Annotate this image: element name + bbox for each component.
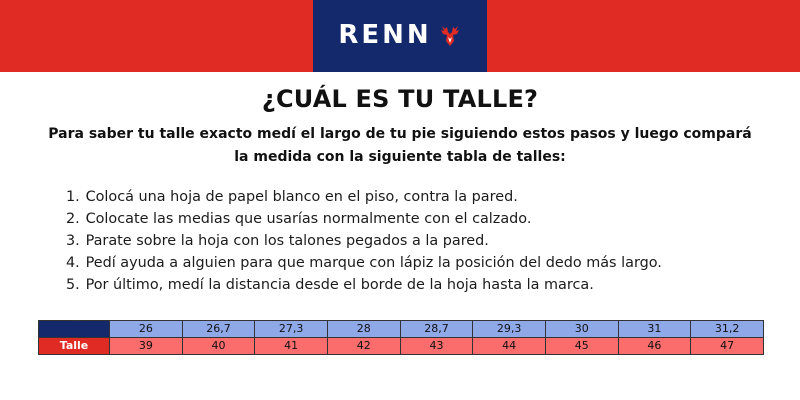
step-number: 2. bbox=[66, 211, 80, 227]
deer-head-icon bbox=[438, 25, 462, 47]
brand-logo bbox=[313, 0, 487, 72]
table-cell-talle: 44 bbox=[473, 338, 546, 355]
table-cell-cm: 29,3 bbox=[473, 321, 546, 338]
table-header-cm: cm bbox=[39, 321, 110, 338]
page-title: ¿CUÁL ES TU TALLE? bbox=[261, 85, 539, 113]
table-cell-cm: 28 bbox=[327, 321, 400, 338]
table-cell-cm: 26,7 bbox=[182, 321, 255, 338]
step-item bbox=[66, 186, 766, 208]
step-item bbox=[66, 252, 766, 274]
step-item bbox=[66, 274, 766, 296]
table-cell-cm: 30 bbox=[545, 321, 618, 338]
table-cell-cm: 26 bbox=[110, 321, 183, 338]
step-number: 4. bbox=[66, 255, 80, 271]
step-number: 1. bbox=[66, 189, 80, 205]
intro-text bbox=[35, 123, 765, 169]
table-cell-cm: 27,3 bbox=[255, 321, 328, 338]
size-conversion-table bbox=[38, 320, 764, 355]
step-number: 5. bbox=[66, 277, 80, 293]
table-cell-talle: 41 bbox=[255, 338, 328, 355]
step-text: Colocate las medias que usarías normalmente con el calzado. bbox=[85, 211, 532, 227]
step-item bbox=[66, 208, 766, 230]
measurement-steps-list bbox=[66, 186, 766, 296]
table-cell-cm: 28,7 bbox=[400, 321, 473, 338]
intro-line: la medida con la siguiente tabla de talles: bbox=[234, 149, 566, 165]
table-cell-talle: 46 bbox=[618, 338, 691, 355]
table-cell-talle: 42 bbox=[327, 338, 400, 355]
table-row-talle bbox=[39, 338, 764, 355]
table-cell-cm: 31 bbox=[618, 321, 691, 338]
intro-line: Para saber tu talle exacto medí el largo de tu pie siguiendo estos pasos y luego compará bbox=[48, 126, 752, 142]
table-cell-talle: 47 bbox=[691, 338, 764, 355]
step-text: Colocá una hoja de papel blanco en el piso, contra la pared. bbox=[85, 189, 518, 205]
table-cell-talle: 45 bbox=[545, 338, 618, 355]
table-row-cm bbox=[39, 321, 764, 338]
table-cell-talle: 40 bbox=[182, 338, 255, 355]
table-cell-talle: 39 bbox=[110, 338, 183, 355]
table-cell-talle: 43 bbox=[400, 338, 473, 355]
table-cell-cm: 31,2 bbox=[691, 321, 764, 338]
step-item bbox=[66, 230, 766, 252]
table-header-talle: Talle bbox=[39, 338, 110, 355]
brand-logo-text: RENN bbox=[338, 20, 432, 50]
step-text: Parate sobre la hoja con los talones pegados a la pared. bbox=[85, 233, 489, 249]
step-text: Por último, medí la distancia desde el borde de la hoja hasta la marca. bbox=[85, 277, 594, 293]
step-text: Pedí ayuda a alguien para que marque con lápiz la posición del dedo más largo. bbox=[85, 255, 662, 271]
step-number: 3. bbox=[66, 233, 80, 249]
